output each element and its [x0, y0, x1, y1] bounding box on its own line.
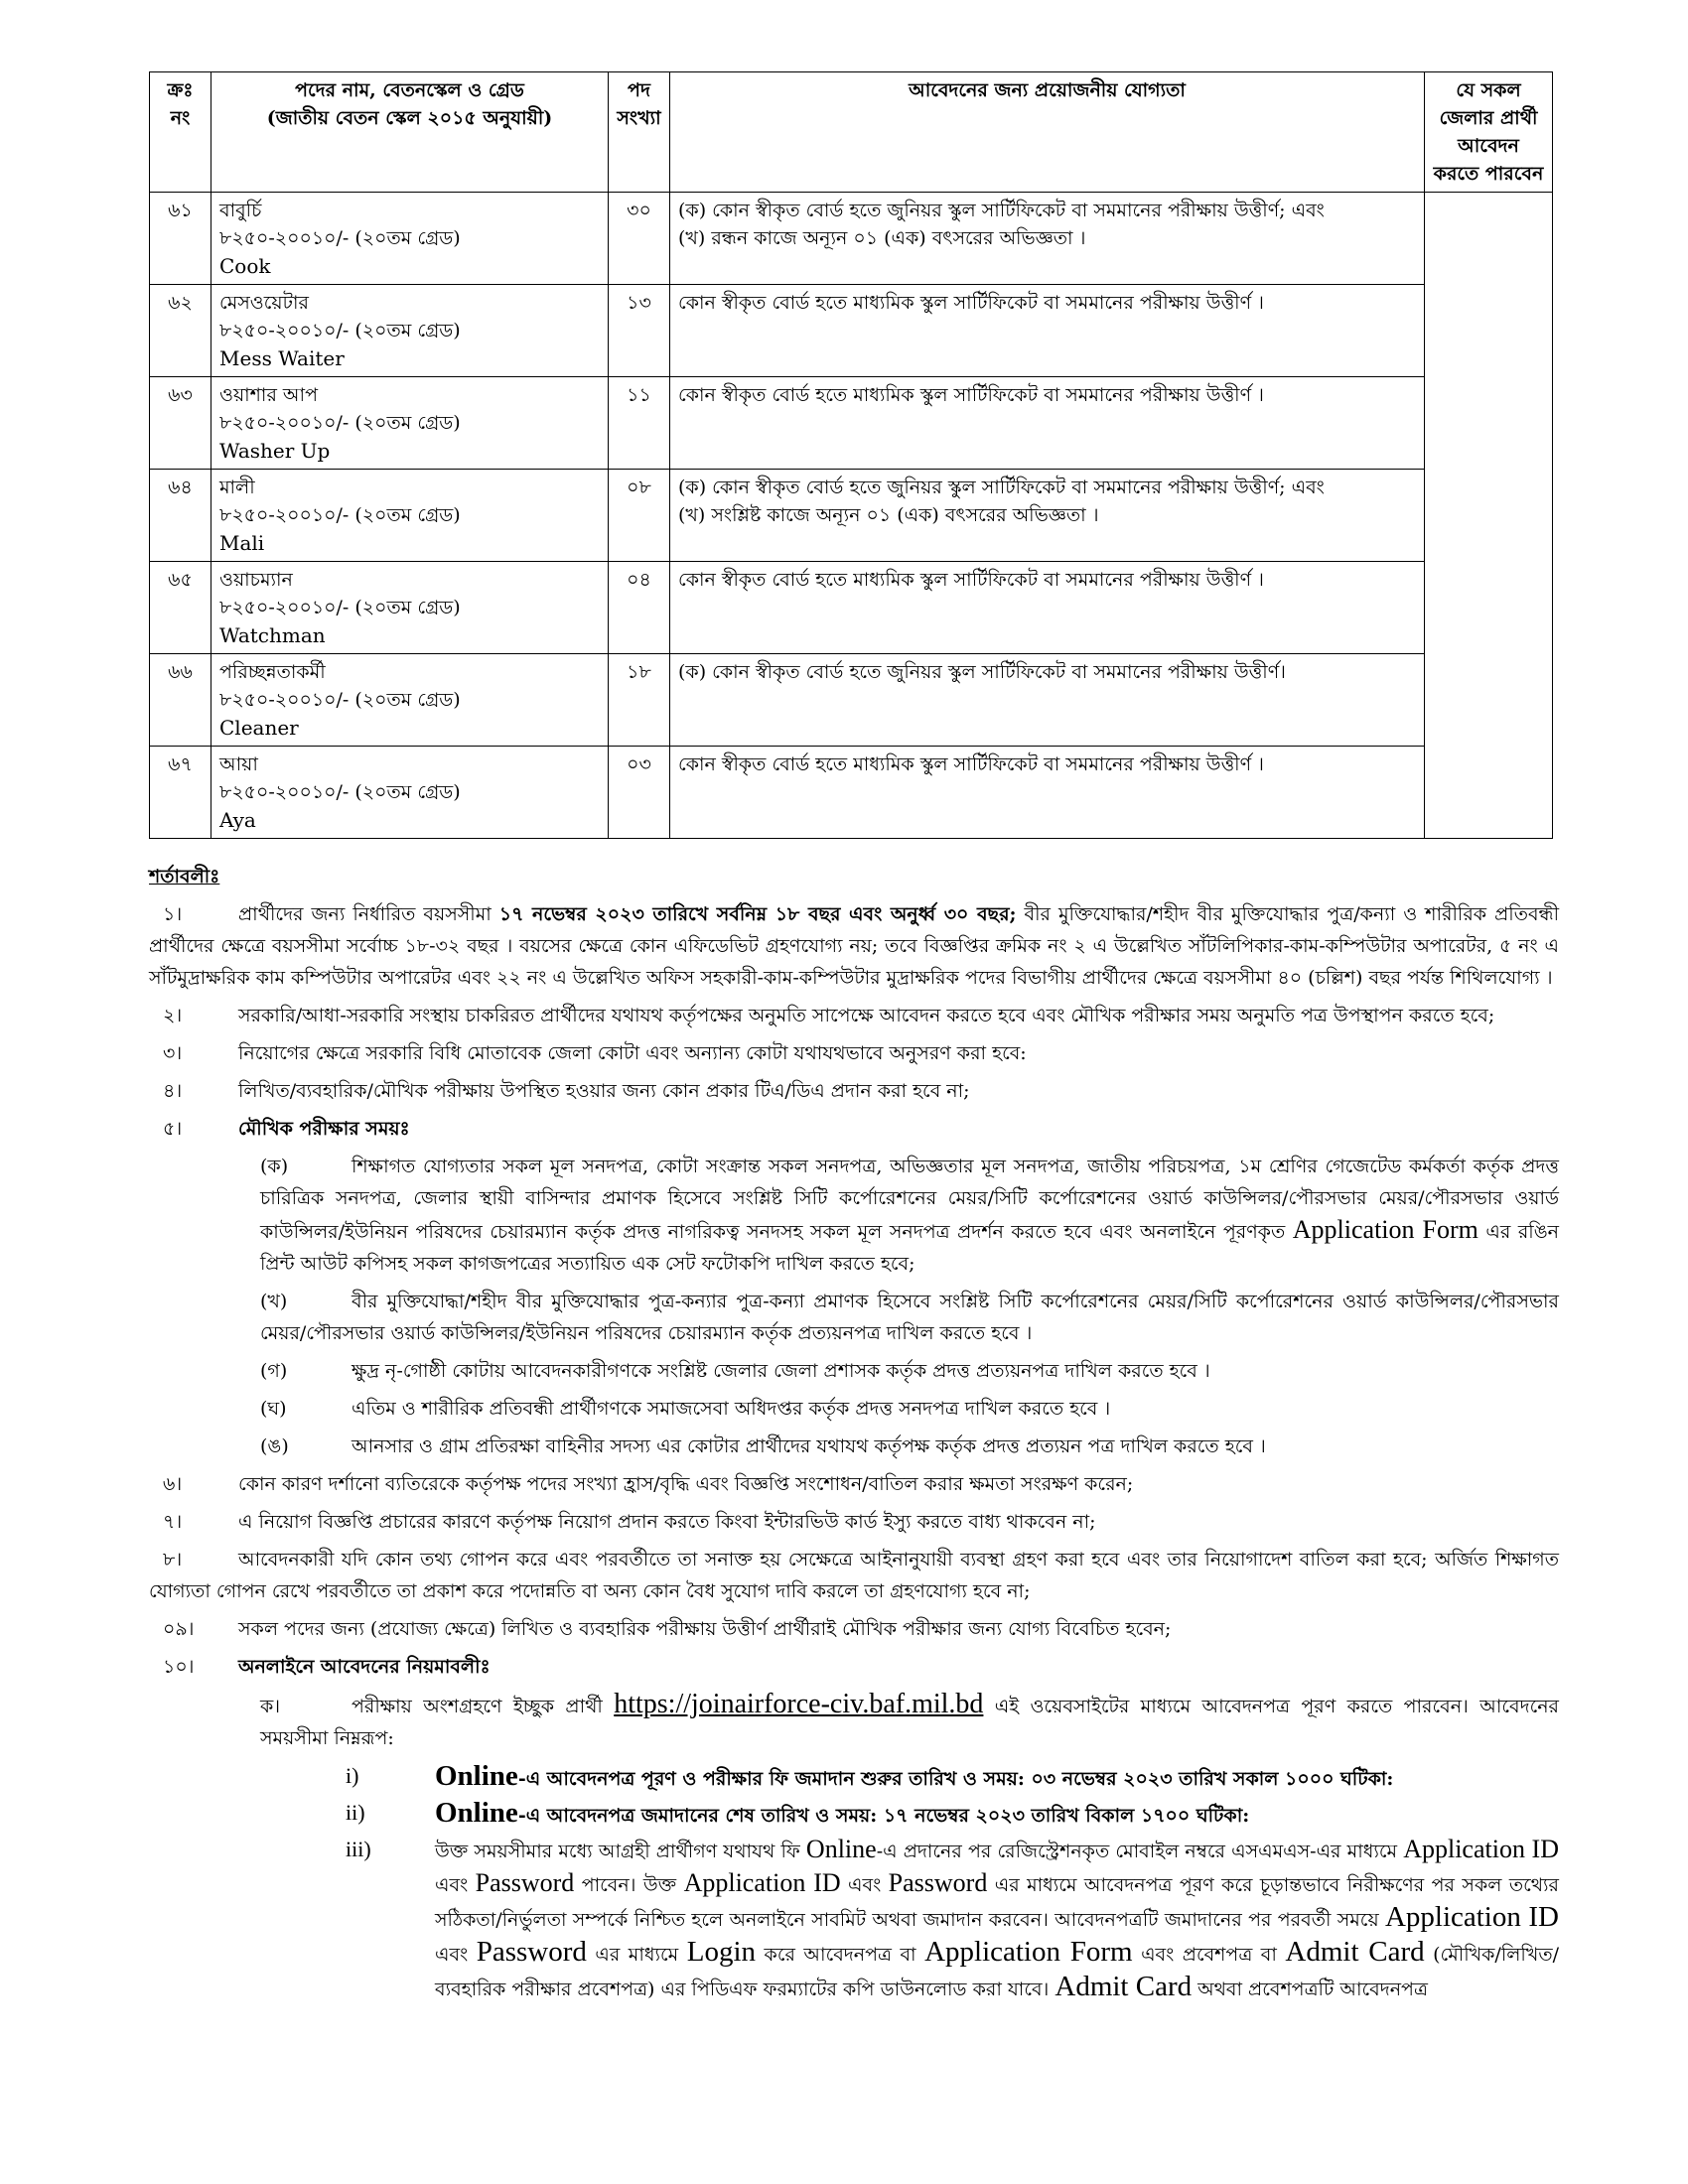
text-part: -এ প্রদানের পর রেজিস্ট্রেশনকৃত মোবাইল নম্বরে এসএমএস-এর মাধ্যমে	[876, 1841, 1404, 1862]
pay-scale: ৮২৫০-২০০১০/- (২০তম গ্রেড)	[219, 504, 461, 526]
header-post	[211, 72, 609, 193]
post-name-bn: আয়া	[219, 753, 258, 775]
condition-5	[149, 1113, 1559, 1145]
post-name-bn: ওয়াশার আপ	[219, 384, 318, 406]
post-name-bn: মেসওয়েটার	[219, 292, 309, 314]
pay-scale: ৮২৫০-২০০১০/- (২০তম গ্রেড)	[219, 781, 461, 803]
condition-5-gha	[260, 1393, 1559, 1425]
condition-8	[149, 1544, 1559, 1607]
sub-text: এতিম ও শারীরিক প্রতিবন্ধী প্রার্থীগণকে সমাজসেবা অধিদপ্তর কর্তৃক প্রদত্ত সনদপত্র দাখিল করতে হবে ।	[352, 1398, 1111, 1420]
document-page	[149, 71, 1559, 2007]
sub-number: (গ)	[260, 1360, 288, 1382]
post-name-bn: মালী	[219, 477, 255, 498]
condition-2	[149, 1000, 1559, 1031]
conditions-title: শর্তাবলীঃ	[149, 866, 220, 887]
serial-cell: ৬২	[150, 285, 211, 377]
table-row	[150, 377, 1553, 470]
post-cell	[211, 654, 609, 747]
post-count-cell: ০৮	[609, 470, 670, 562]
serial-cell: ৬৪	[150, 470, 211, 562]
text-part: উক্ত সময়সীমার মধ্যে আগ্রহী প্রার্থীগণ যথাযথ ফি	[435, 1841, 806, 1862]
post-name-en: Mess Waiter	[219, 346, 345, 370]
roman-number: i)	[346, 1763, 359, 1788]
post-count-cell: ১৮	[609, 654, 670, 747]
post-cell	[211, 193, 609, 285]
pay-scale: ৮২৫০-২০০১০/- (২০তম গ্রেড)	[219, 320, 461, 341]
job-table	[149, 71, 1553, 839]
serial-cell: ৬৬	[150, 654, 211, 747]
condition-number: ৫।	[163, 1118, 183, 1140]
table-row	[150, 747, 1553, 839]
sub-text: পরীক্ষায় অংশগ্রহণে ইচ্ছুক প্রার্থী	[352, 1696, 615, 1717]
qualification-line: (খ) রন্ধন কাজে অন্যূন ০১ (এক) বৎসরের অভিজ্ঞতা ।	[678, 227, 1086, 249]
procedure-text	[435, 1834, 1559, 2005]
post-name-bn: বাবুর্চি	[219, 200, 262, 221]
sub-text: এর রঙিন প্রিন্ট আউট কপিসহ সকল কাগজপত্রের সত্যায়িত এক সেট ফটোকপি দাখিল করতে হবে;	[260, 1221, 1559, 1275]
text-part: করে আবেদনপত্র বা	[756, 1944, 925, 1966]
condition-9	[149, 1613, 1559, 1645]
post-cell	[211, 285, 609, 377]
english-term: Application Form	[924, 1936, 1133, 1968]
condition-number: ৬।	[163, 1473, 183, 1495]
deadline-text	[435, 1797, 1559, 1832]
qualification-cell	[670, 654, 1425, 747]
qualification-line: কোন স্বীকৃত বোর্ড হতে মাধ্যমিক স্কুল সার্টিফিকেট বা সমমানের পরীক্ষায় উত্তীর্ণ ।	[678, 753, 1264, 775]
header-count: পদ সংখ্যা	[609, 72, 670, 193]
deadline-item-1	[346, 1760, 1559, 1795]
table-row	[150, 562, 1553, 654]
header-district: যে সকল জেলার প্রার্থী আবেদন করতে পারবেন	[1425, 72, 1553, 193]
english-term: Admit Card	[1055, 1971, 1193, 2002]
qualification-line: কোন স্বীকৃত বোর্ড হতে মাধ্যমিক স্কুল সার্টিফিকেট বা সমমানের পরীক্ষায় উত্তীর্ণ ।	[678, 384, 1264, 406]
sub-number: (খ)	[260, 1291, 288, 1312]
condition-5-kha	[260, 1286, 1559, 1349]
condition-text: এ নিয়োগ বিজ্ঞপ্তি প্রচারের কারণে কর্তৃপক্ষ নিয়োগ প্রদান করতে কিংবা ইন্টারভিউ কার্ড ইস্যু করতে বাধ্য থাকবেন না;	[238, 1511, 1096, 1533]
post-count-cell: ০৪	[609, 562, 670, 654]
post-name-en: Cook	[219, 254, 271, 278]
text-part: এবং প্রবেশপত্র বা	[1132, 1944, 1286, 1966]
condition-5-umo	[260, 1431, 1559, 1462]
qualification-line: কোন স্বীকৃত বোর্ড হতে মাধ্যমিক স্কুল সার্টিফিকেট বা সমমানের পরীক্ষায় উত্তীর্ণ ।	[678, 569, 1264, 591]
qualification-cell	[670, 562, 1425, 654]
serial-cell: ৬৫	[150, 562, 211, 654]
serial-cell: ৬৭	[150, 747, 211, 839]
post-count-cell: ১৩	[609, 285, 670, 377]
age-limit-text: ১৭ নভেম্বর ২০২৩ তারিখে সর্বনিম্ন ১৮ বছর এবং অনুর্ধ্ব ৩০ বছর;	[498, 903, 1017, 925]
qualification-line: (খ) সংশ্লিষ্ট কাজে অন্যূন ০১ (এক) বৎসরের অভিজ্ঞতা ।	[678, 504, 1099, 526]
condition-4	[149, 1075, 1559, 1107]
english-term: Application ID	[1384, 1901, 1559, 1933]
post-name-en: Watchman	[219, 623, 326, 647]
condition-number: ৪।	[163, 1080, 183, 1102]
pay-scale: ৮২৫০-২০০১০/- (২০তম গ্রেড)	[219, 597, 461, 618]
post-cell	[211, 562, 609, 654]
serial-cell: ৬৩	[150, 377, 211, 470]
sub-text: বীর মুক্তিযোদ্ধা/শহীদ বীর মুক্তিযোদ্ধার পুত্র-কন্যার পুত্র-কন্যা প্রমাণক হিসেবে সংশ্লিষ্ট সিটি কর্পোরেশনের মেয়র/সিটি কর্পোরেশনের ওয়ার্ড কাউন্সিলর/পৌরসভার মেয়র/পৌরসভার ওয়ার্ড কাউন্সিলর/ইউনিয়ন পরিষদের চেয়ারম্যান কর্তৃক প্রত্যয়নপত্র দাখিল করতে হবে ।	[260, 1291, 1559, 1344]
post-count-cell: ৩০	[609, 193, 670, 285]
text-part: এবং	[435, 1874, 476, 1896]
condition-text: আবেদনকারী যদি কোন তথ্য গোপন করে এবং পরবর্তীতে তা সনাক্ত হয় সেক্ষেত্রে আইনানুযায়ী ব্যবস্থা গ্রহণ করা হবে এবং তার নিয়োগাদেশ বাতিল করা হবে; অর্জিত শিক্ষাগত যোগ্যতা গোপন রেখে পরবর্তীতে তা প্রকাশ করে পদোন্নতি বা অন্য কোন বৈধ সুযোগ দাবি করলে তা গ্রহণযোগ্য হবে না;	[149, 1549, 1559, 1602]
sub-number: (ক)	[260, 1156, 289, 1177]
post-count-cell: ০৩	[609, 747, 670, 839]
condition-text: লিখিত/ব্যবহারিক/মৌখিক পরীক্ষায় উপস্থিত হওয়ার জন্য কোন প্রকার টিএ/ডিএ প্রদান করা হবে না;	[238, 1080, 970, 1102]
text-part: এবং	[435, 1944, 477, 1966]
procedure-item-3	[346, 1834, 1559, 2005]
deadline-detail: -এ আবেদনপত্র পূরণ ও পরীক্ষার ফি জমাদান শুরুর তারিখ ও সময়: ০৩ নভেম্বর ২০২৩ তারিখ সকাল ১০০০ ঘটিকা:	[517, 1768, 1394, 1790]
text-part: অথবা প্রবেশপত্রটি আবেদনপত্র	[1192, 1979, 1428, 2000]
condition-number: ২।	[163, 1005, 183, 1026]
condition-text: প্রার্থীদের জন্য নির্ধারিত বয়সসীমা	[238, 903, 499, 925]
condition-5-ga	[260, 1355, 1559, 1387]
qualification-cell	[670, 193, 1425, 285]
table-row	[150, 470, 1553, 562]
condition-number: ০৯।	[163, 1618, 195, 1640]
english-term: Password	[888, 1868, 988, 1897]
table-row	[150, 193, 1553, 285]
serial-cell: ৬১	[150, 193, 211, 285]
text-part: এর মাধ্যমে আবেদনপত্র পূরণ করে চূড়ান্তভাবে নিরীক্ষণের পর সকল তথ্যের সঠিকতা/নির্ভুলতা সম্পর্কে নিশ্চিত হলে অনলাইনে সাবমিট অথবা জমাদান করবেন। আবেদনপত্রটি জমাদানের পর পরবর্তী সময়ে	[435, 1874, 1559, 1931]
online-text: Online	[435, 1760, 518, 1792]
condition-number: ৩।	[163, 1042, 183, 1064]
condition-text: নিয়োগের ক্ষেত্রে সরকারি বিধি মোতাবেক জেলা কোটা এবং অন্যান্য কোটা যথাযথভাবে অনুসরণ করা হবে:	[238, 1042, 1027, 1064]
qualification-line: (ক) কোন স্বীকৃত বোর্ড হতে জুনিয়র স্কুল সার্টিফিকেট বা সমমানের পরীক্ষায় উত্তীর্ণ; এবং	[678, 477, 1325, 498]
qualification-line: (ক) কোন স্বীকৃত বোর্ড হতে জুনিয়র স্কুল সার্টিফিকেট বা সমমানের পরীক্ষায় উত্তীর্ণ; এবং	[678, 200, 1325, 221]
conditions-section	[149, 861, 1559, 2005]
english-term: Password	[475, 1868, 575, 1897]
district-cell	[1425, 193, 1553, 839]
english-term: Login	[686, 1936, 757, 1968]
english-term: Application ID	[683, 1868, 841, 1897]
qualification-line: (ক) কোন স্বীকৃত বোর্ড হতে জুনিয়র স্কুল সার্টিফিকেট বা সমমানের পরীক্ষায় উত্তীর্ণ।	[678, 661, 1286, 683]
english-term: Password	[476, 1936, 587, 1968]
condition-text: কোন কারণ দর্শানো ব্যতিরেকে কর্তৃপক্ষ পদের সংখ্যা হ্রাস/বৃদ্ধি এবং বিজ্ঞপ্তি সংশোধন/বাতিল করার ক্ষমতা সংরক্ষণ করেন;	[238, 1473, 1134, 1495]
post-name-bn: ওয়াচম্যান	[219, 569, 293, 591]
qualification-cell	[670, 747, 1425, 839]
condition-number: ৭।	[163, 1511, 183, 1533]
condition-number: ৮।	[163, 1549, 183, 1570]
english-term: Online	[805, 1835, 877, 1863]
text-part: এর মাধ্যমে	[586, 1944, 687, 1966]
condition-text: সরকারি/আধা-সরকারি সংস্থায় চাকরিরত প্রার্থীদের যথাযথ কর্তৃপক্ষের অনুমতি সাপেক্ষে আবেদন করতে হবে এবং মৌখিক পরীক্ষার সময় অনুমতি পত্র উপস্থাপন করতে হবে;	[238, 1005, 1495, 1026]
qualification-cell	[670, 377, 1425, 470]
sub-text: আনসার ও গ্রাম প্রতিরক্ষা বাহিনীর সদস্য এর কোটার প্রার্থীদের যথাযথ কর্তৃপক্ষ কর্তৃক প্রদত্ত প্রত্যয়ন পত্র দাখিল করতে হবে ।	[352, 1435, 1266, 1457]
table-row	[150, 285, 1553, 377]
sub-text-english: Application Form	[1292, 1215, 1478, 1244]
condition-text: বীর মুক্তিযোদ্ধার/শহীদ বীর মুক্তিযোদ্ধার পুত্র/কন্যা ও শারীরিক প্রতিবন্ধী প্রার্থীদের ক্ষেত্রে বয়সসীমা সর্বোচ্চ ১৮-৩২ বছর । বয়সের ক্ষেত্রে কোন এফিডেভিট গ্রহণযোগ্য নয়; তবে বিজ্ঞপ্তির ক্রমিক নং ২ এ উল্লেখিত সাঁটলিপিকার-কাম-কম্পিউটার অপারেটর, ৫ নং এ সাঁটমুদ্রাক্ষরিক কাম কম্পিউটার অপারেটর এবং ২২ নং এ উল্লেখিত অফিস সহকারী-কাম-কম্পিউটার মুদ্রাক্ষরিক পদের বিভাগীয় প্রার্থীদের ক্ষেত্রে বয়সসীমা ৪০ (চল্লিশ) বছর পর্যন্ত শিথিলযোগ্য ।	[149, 903, 1560, 989]
table-row	[150, 654, 1553, 747]
sub-number: (ঙ)	[260, 1435, 289, 1457]
post-cell	[211, 747, 609, 839]
deadline-item-2	[346, 1797, 1559, 1832]
sub-text: শিক্ষাগত যোগ্যতার সকল মূল সনদপত্র, কোটা সংক্রান্ত সকল সনদপত্র, অভিজ্ঞতার মূল সনদপত্র, জাতীয় পরিচয়পত্র, ১ম শ্রেণির গেজেটেড কর্মকর্তা কর্তৃক প্রদত্ত চারিত্রিক সনদপত্র, জেলার স্থায়ী বাসিন্দার প্রমাণক হিসেবে সংশ্লিষ্ট সিটি কর্পোরেশনের মেয়র/সিটি কর্পোরেশনের ওয়ার্ড কাউন্সিলর/পৌরসভার মেয়র/পৌরসভার ওয়ার্ড কাউন্সিলর/ইউনিয়ন পরিষদের চেয়ারম্যান কর্তৃক প্রদত্ত নাগরিকত্ব সনদসহ সকল মূল সনদপত্র প্রদর্শন করতে হবে এবং অনলাইনে পূরণকৃত	[260, 1156, 1559, 1243]
condition-10-ka	[260, 1689, 1559, 1754]
post-name-en: Cleaner	[219, 716, 299, 740]
text-part: এবং	[840, 1874, 889, 1896]
roman-number: iii)	[346, 1837, 371, 1861]
post-count-cell: ১১	[609, 377, 670, 470]
header-serial: ক্রঃ নং	[150, 72, 211, 193]
condition-5-ka	[260, 1151, 1559, 1280]
condition-text: সকল পদের জন্য (প্রযোজ্য ক্ষেত্রে) লিখিত ও ব্যবহারিক পরীক্ষায় উত্তীর্ণ প্রার্থীরাই মৌখিক পরীক্ষার জন্য যোগ্য বিবেচিত হবেন;	[238, 1618, 1172, 1640]
qualification-cell	[670, 285, 1425, 377]
post-name-en: Aya	[219, 808, 256, 832]
post-cell	[211, 470, 609, 562]
condition-6	[149, 1468, 1559, 1500]
pay-scale: ৮২৫০-২০০১০/- (২০তম গ্রেড)	[219, 227, 461, 249]
qualification-cell	[670, 470, 1425, 562]
english-term: Admit Card	[1285, 1936, 1425, 1968]
condition-1	[149, 898, 1559, 994]
qualification-line: কোন স্বীকৃত বোর্ড হতে মাধ্যমিক স্কুল সার্টিফিকেট বা সমমানের পরীক্ষায় উত্তীর্ণ ।	[678, 292, 1264, 314]
sub-number: (ঘ)	[260, 1398, 287, 1420]
deadline-detail: -এ আবেদনপত্র জমাদানের শেষ তারিখ ও সময়: ১৭ নভেম্বর ২০২৩ তারিখ বিকাল ১৭০০ ঘটিকা:	[517, 1805, 1250, 1827]
condition-10	[149, 1651, 1559, 1683]
pay-scale: ৮২৫০-২০০১০/- (২০তম গ্রেড)	[219, 412, 461, 434]
condition-7	[149, 1506, 1559, 1538]
post-name-en: Washer Up	[219, 439, 331, 463]
sub-number: ক।	[260, 1696, 281, 1717]
post-cell	[211, 377, 609, 470]
condition-number: ১০।	[163, 1656, 195, 1678]
header-post-sub: (জাতীয় বেতন স্কেল ২০১৫ অনুযায়ী)	[266, 107, 553, 129]
roman-number: ii)	[346, 1800, 365, 1825]
condition-heading: অনলাইনে আবেদনের নিয়মাবলীঃ	[238, 1656, 491, 1678]
website-link[interactable]: https://joinairforce-civ.baf.mil.bd	[614, 1689, 984, 1719]
job-table-body	[150, 193, 1553, 839]
header-post-title: পদের নাম, বেতনস্কেল ও গ্রেড	[295, 79, 524, 101]
text-part: পাবেন। উক্ত	[574, 1874, 684, 1896]
post-name-en: Mali	[219, 531, 265, 555]
table-header-row	[150, 72, 1553, 193]
pay-scale: ৮২৫০-২০০১০/- (২০তম গ্রেড)	[219, 689, 461, 711]
condition-3	[149, 1037, 1559, 1069]
online-text: Online	[435, 1797, 518, 1829]
post-name-bn: পরিচ্ছন্নতাকর্মী	[219, 661, 326, 683]
header-qualification: আবেদনের জন্য প্রয়োজনীয় যোগ্যতা	[670, 72, 1425, 193]
text-part: (মৌখিক/লিখিত/ব্যবহারিক পরীক্ষার প্রবেশপত্র) এর পিডিএফ ফরম্যাটের কপি ডাউনলোড করা যাবে।	[435, 1944, 1559, 2000]
condition-number: ১।	[163, 903, 183, 925]
deadline-text	[435, 1760, 1559, 1795]
english-term: Application ID	[1403, 1835, 1559, 1863]
sub-text: এই ওয়েবসাইটের মাধ্যমে আবেদনপত্র পূরণ করতে পারবেন। আবেদনের সময়সীমা নিম্নরূপ:	[260, 1696, 1559, 1749]
condition-heading: মৌখিক পরীক্ষার সময়ঃ	[238, 1118, 410, 1140]
sub-text: ক্ষুদ্র নৃ-গোষ্ঠী কোটায় আবেদনকারীগণকে সংশ্লিষ্ট জেলার জেলা প্রশাসক কর্তৃক প্রদত্ত প্রত্যয়নপত্র দাখিল করতে হবে ।	[352, 1360, 1210, 1382]
